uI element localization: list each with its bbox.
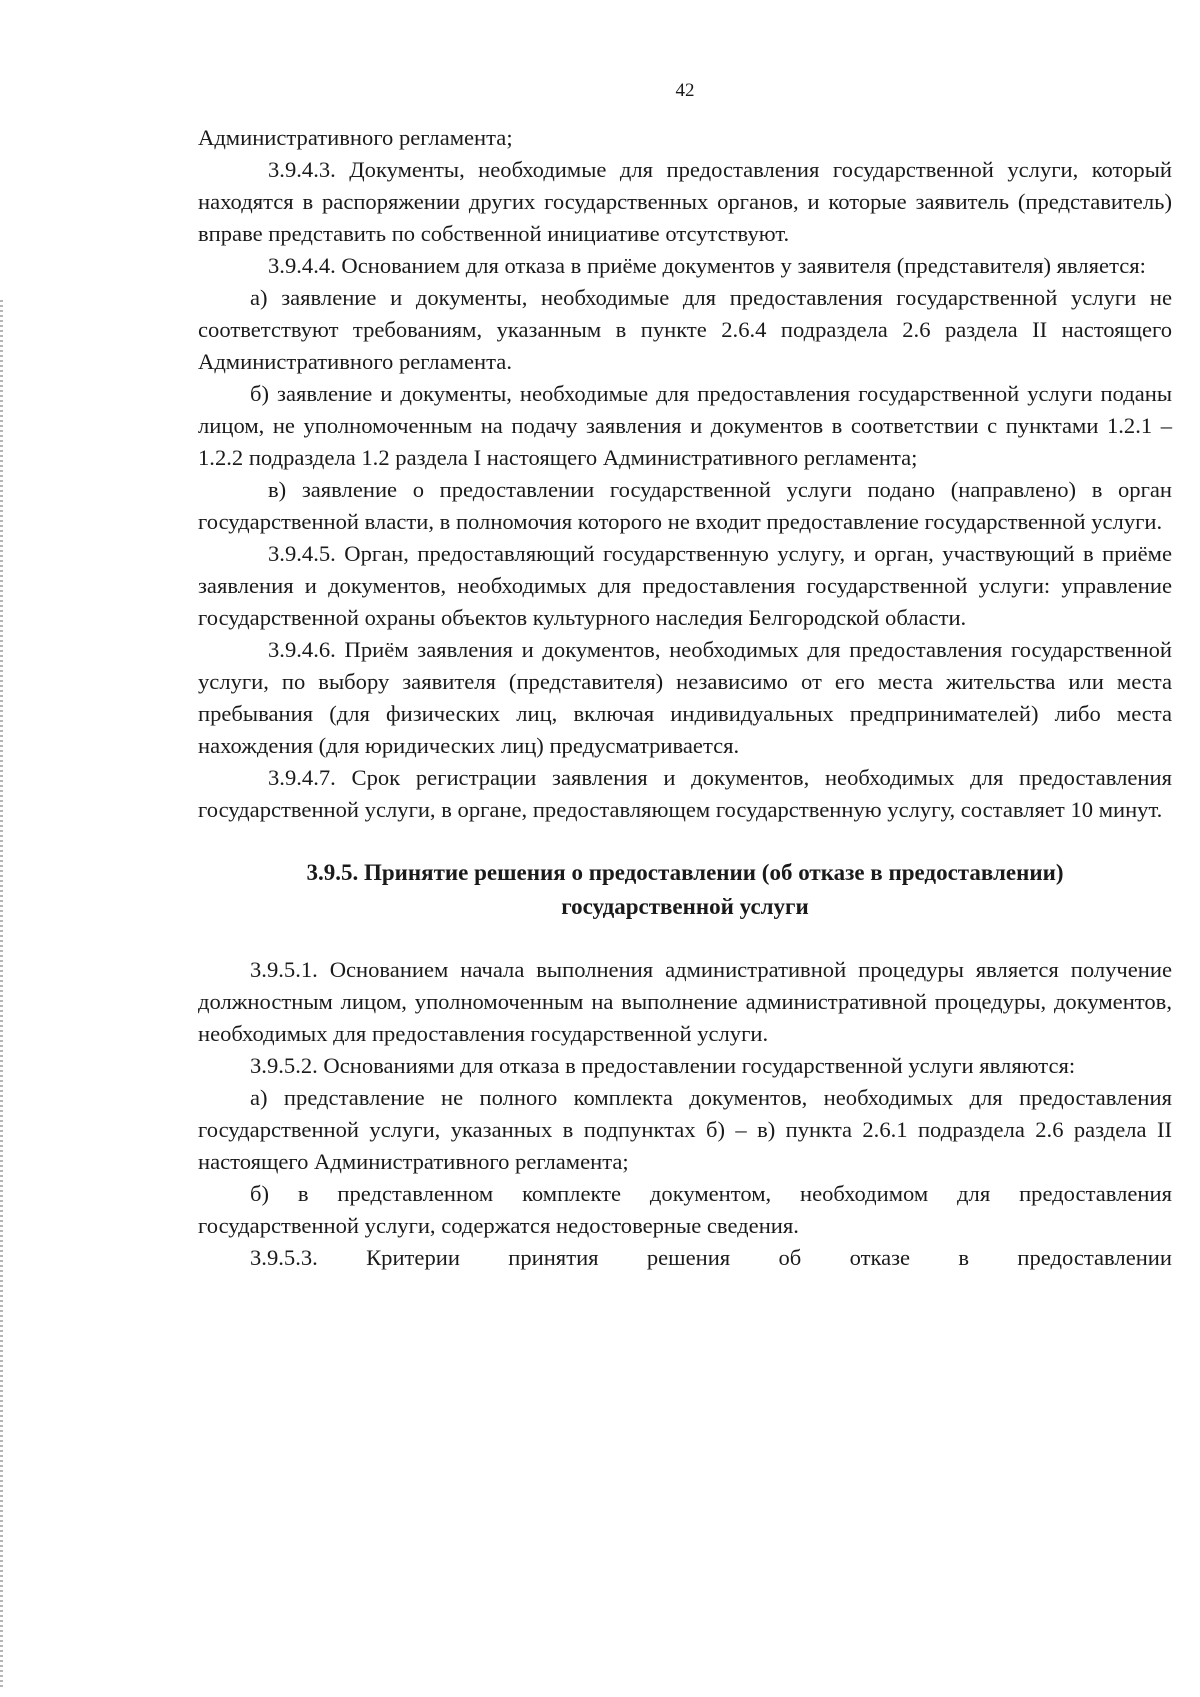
paragraph: а) представление не полного комплекта документов, необходимых для предоставления государственной услуги, указанных в подпунктах б) – в) пункта 2.6.1 подраздела 2.6 раздела II настоящего Административного регламента; [198, 1085, 1172, 1174]
paragraph: 3.9.4.6. Приём заявления и документов, необходимых для предоставления государственной услуги, по выбору заявителя (представителя) независимо от его места жительства или места пребывания (для физических лиц, включая индивидуальных предпринимателей) либо места нахождения (для юридических лиц) предусматривается. [198, 637, 1172, 758]
section-heading: 3.9.5. Принятие решения о предоставлении (об отказе в предоставлении) государственной услуги [306, 860, 1064, 919]
paragraph: 3.9.4.5. Орган, предоставляющий государственную услугу, и орган, участвующий в приёме заявления и документов, необходимых для предоставления государственной услуги: управление государственной охраны объектов культурного наследия Белгородской области. [198, 541, 1172, 630]
paragraph: Административного регламента; [198, 125, 513, 150]
section-3-9-5-paragraphs [198, 954, 1172, 1274]
paragraph: б) заявление и документы, необходимые для предоставления государственной услуги поданы лицом, не уполномоченным на подачу заявления и документов в соответствии с пунктами 1.2.1 – 1.2.2 подраздела 1.2 раздела I настоящего Административного регламента; [198, 381, 1172, 470]
section-3-9-4-paragraphs [198, 122, 1172, 826]
paragraph: 3.9.5.2. Основаниями для отказа в предоставлении государственной услуги являются: [250, 1053, 1076, 1078]
document-body [198, 122, 1172, 1274]
page-number: 42 [675, 80, 695, 101]
paragraph: в) заявление о предоставлении государственной услуги подано (направлено) в орган государственной власти, в полномочия которого не входит предоставление государственной услуги. [198, 477, 1172, 534]
scan-edge-artifact [0, 300, 3, 1690]
paragraph: б) в представленном комплекте документом, необходимом для предоставления государственной услуги, содержатся недостоверные сведения. [198, 1181, 1172, 1238]
paragraph: а) заявление и документы, необходимые для предоставления государственной услуги не соответствуют требованиям, указанным в пункте 2.6.4 подраздела 2.6 раздела II настоящего Административного регламента. [198, 285, 1172, 374]
paragraph: 3.9.4.4. Основанием для отказа в приёме документов у заявителя (представителя) является: [268, 253, 1146, 278]
paragraph: 3.9.5.3. Критерии принятия решения об отказе в предоставлении [250, 1245, 1172, 1270]
paragraph: 3.9.5.1. Основанием начала выполнения административной процедуры является получение должностным лицом, уполномоченным на выполнение административной процедуры, документов, необходимых для предоставления государственной услуги. [198, 957, 1172, 1046]
paragraph: 3.9.4.7. Срок регистрации заявления и документов, необходимых для предоставления государственной услуги, в органе, предоставляющем государственную услугу, составляет 10 минут. [198, 765, 1172, 822]
paragraph: 3.9.4.3. Документы, необходимые для предоставления государственной услуги, который находятся в распоряжении других государственных органов, и которые заявитель (представитель) вправе представить по собственной инициативе отсутствуют. [198, 157, 1172, 246]
